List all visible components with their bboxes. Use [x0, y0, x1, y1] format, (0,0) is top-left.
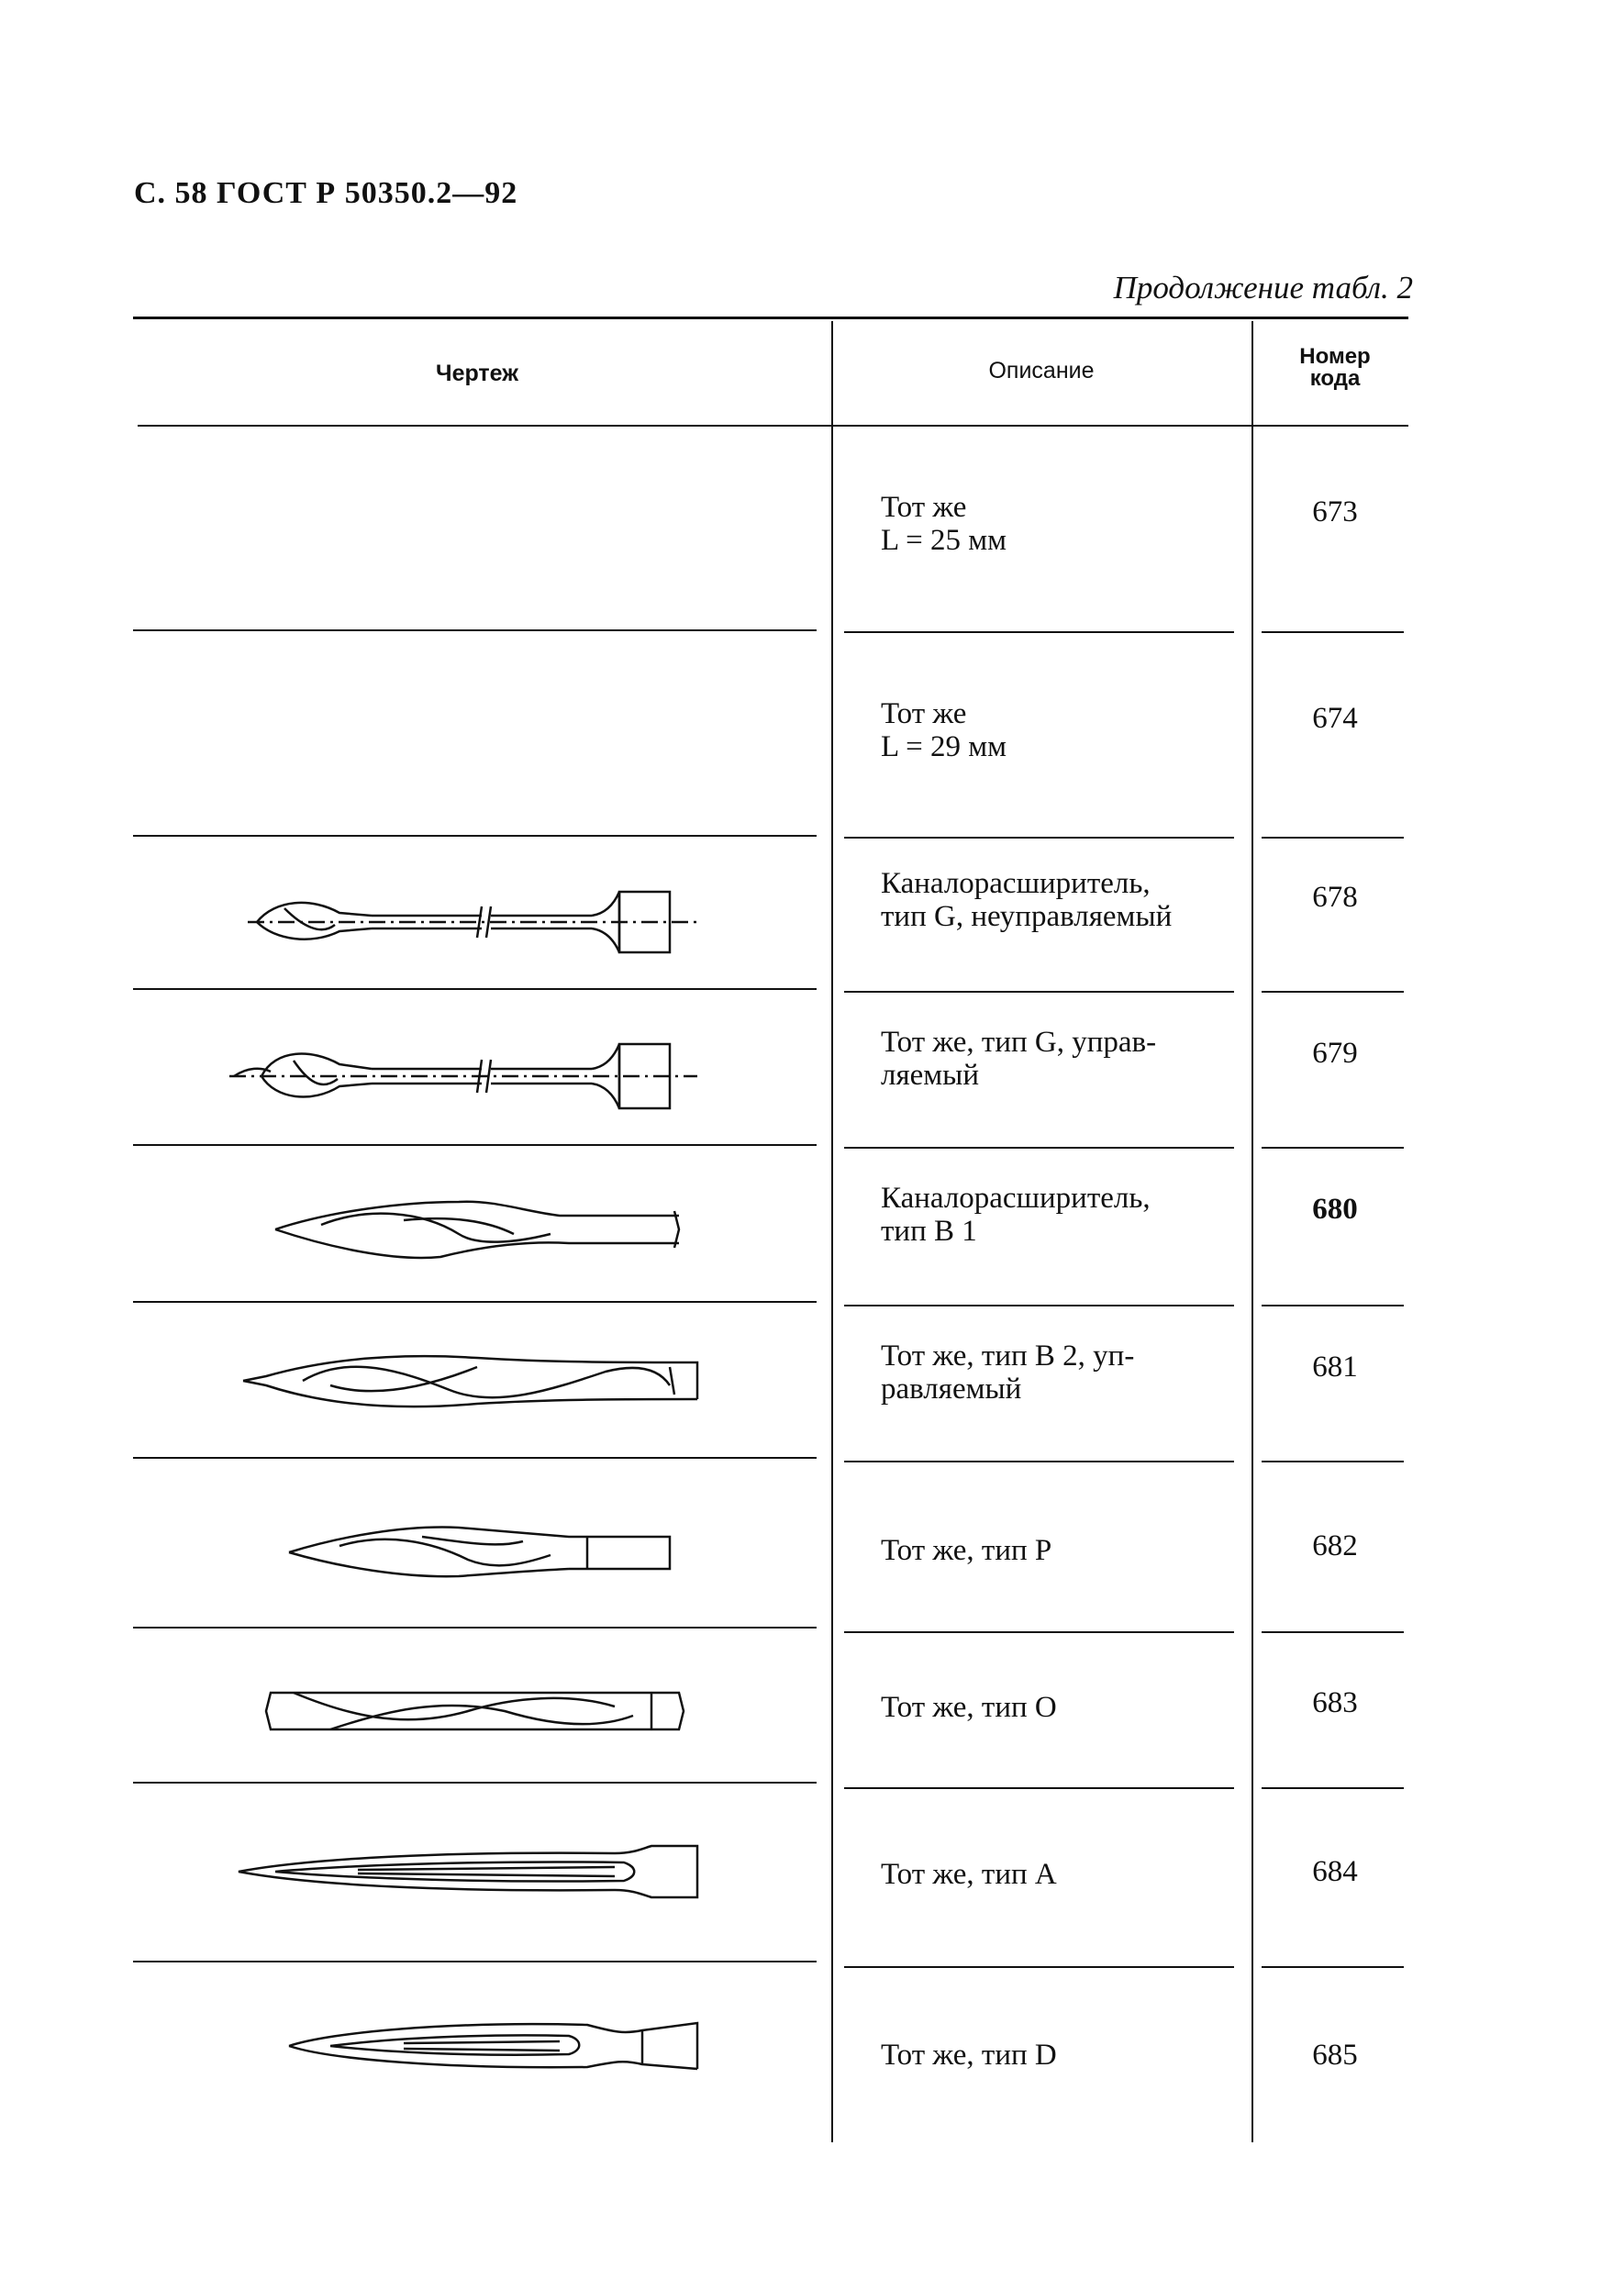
row-separator — [1262, 1631, 1404, 1633]
row-separator — [844, 991, 1234, 993]
reamer-type-o-icon — [220, 1665, 716, 1757]
row-separator — [844, 1147, 1234, 1149]
description-line: Каналорасширитель, — [881, 867, 1151, 900]
row-separator — [844, 1305, 1234, 1306]
reamer-type-b2-icon — [220, 1335, 716, 1427]
description-line: L = 29 мм — [881, 730, 1007, 763]
description-line: ляемый — [881, 1059, 980, 1092]
table-continuation-note: Продолжение табл. 2 — [1113, 270, 1413, 306]
row-separator — [844, 631, 1234, 633]
description-line: L = 25 мм — [881, 524, 1007, 557]
table-row-description — [881, 1340, 1248, 1406]
description-line: Тот же, тип А — [881, 1858, 1057, 1891]
table-row-description — [881, 1026, 1248, 1092]
code-number: 674 — [1312, 702, 1358, 735]
row-separator — [1262, 991, 1404, 993]
table-row-description — [881, 2039, 1248, 2072]
column-header-drawing: Чертеж — [436, 361, 518, 386]
code-number: 685 — [1312, 2039, 1358, 2072]
row-separator — [133, 835, 817, 837]
description-line: Тот же, тип D — [881, 2039, 1057, 2072]
description-line: тип В 1 — [881, 1215, 977, 1248]
description-line: равляемый — [881, 1373, 1022, 1406]
row-separator — [133, 1144, 817, 1146]
row-separator — [1262, 1147, 1404, 1149]
page-header: С. 58 ГОСТ Р 50350.2—92 — [134, 176, 518, 210]
row-separator — [1262, 1461, 1404, 1462]
table-top-rule — [133, 317, 1408, 319]
column-header-code-line1: Номер — [1299, 344, 1371, 369]
description-line: Каналорасширитель, — [881, 1182, 1151, 1215]
column-header-code — [1266, 346, 1404, 390]
row-separator — [1262, 1966, 1404, 1968]
table-row-description — [881, 1182, 1248, 1248]
row-separator — [844, 837, 1234, 839]
code-number: 681 — [1312, 1351, 1358, 1384]
description-line: Тот же, тип Р — [881, 1534, 1052, 1567]
description-line: Тот же — [881, 697, 967, 730]
row-separator — [844, 1631, 1234, 1633]
reamer-type-b1-icon — [220, 1184, 716, 1275]
row-separator — [133, 629, 817, 631]
code-number: 679 — [1312, 1037, 1358, 1070]
code-number: 680 — [1312, 1193, 1358, 1226]
row-separator — [133, 1961, 817, 1962]
description-line: Тот же, тип G, управ- — [881, 1026, 1157, 1059]
description-line: Тот же, тип В 2, уп- — [881, 1340, 1135, 1373]
row-separator — [1262, 631, 1404, 633]
column-header-description: Описание — [988, 358, 1095, 384]
description-line: Тот же, тип О — [881, 1691, 1057, 1724]
reamer-type-g-guided-icon — [220, 1026, 716, 1117]
table-row-description — [881, 867, 1248, 933]
table-row-description — [881, 1691, 1248, 1724]
reamer-type-g-icon — [220, 872, 716, 963]
description-line: Тот же — [881, 491, 967, 524]
code-number: 673 — [1312, 495, 1358, 528]
reamer-type-a-icon — [220, 1826, 716, 1918]
table-row-description — [881, 1858, 1248, 1891]
code-number: 684 — [1312, 1855, 1358, 1888]
column-divider — [831, 321, 833, 2142]
row-separator — [133, 1457, 817, 1459]
row-separator — [844, 1787, 1234, 1789]
reamer-type-p-icon — [220, 1505, 716, 1596]
column-header-code-line2: кода — [1309, 366, 1361, 391]
code-number: 682 — [1312, 1529, 1358, 1562]
description-line: тип G, неуправляемый — [881, 900, 1173, 933]
row-separator — [1262, 1787, 1404, 1789]
row-separator — [844, 1461, 1234, 1462]
header-bottom-rule — [138, 425, 1408, 427]
row-separator — [133, 988, 817, 990]
table-row-description — [881, 697, 1248, 763]
code-number: 683 — [1312, 1686, 1358, 1719]
row-separator — [1262, 837, 1404, 839]
row-separator — [133, 1782, 817, 1784]
table-row-description — [881, 491, 1248, 557]
reamer-type-d-icon — [220, 1995, 716, 2087]
row-separator — [1262, 1305, 1404, 1306]
row-separator — [133, 1301, 817, 1303]
table-row-description — [881, 1534, 1248, 1567]
column-divider — [1251, 321, 1253, 2142]
row-separator — [133, 1627, 817, 1629]
code-number: 678 — [1312, 881, 1358, 914]
row-separator — [844, 1966, 1234, 1968]
